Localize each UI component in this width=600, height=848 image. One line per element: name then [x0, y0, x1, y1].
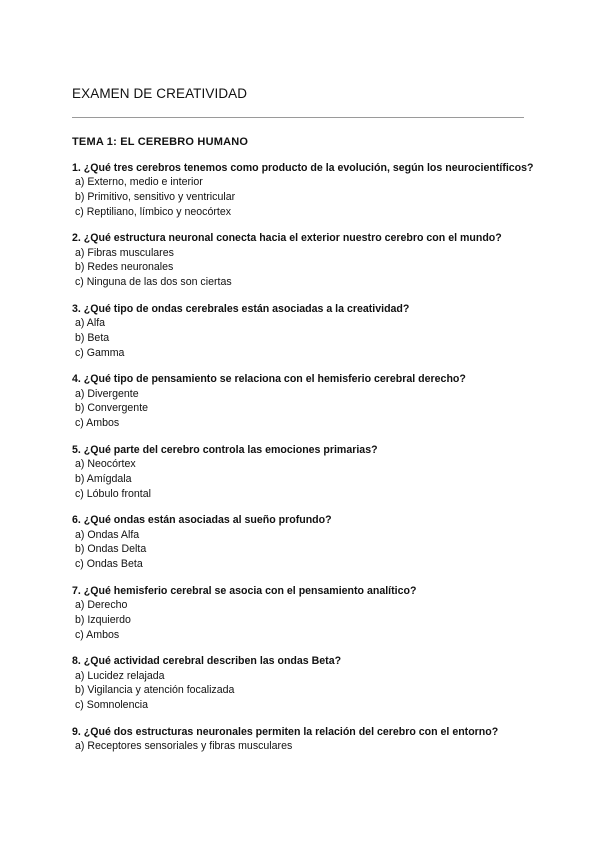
option-a: a) Externo, medio e interior	[75, 176, 203, 189]
question-4	[72, 372, 537, 430]
option-b: b) Redes neuronales	[75, 261, 174, 274]
option-list	[72, 387, 537, 431]
option-c: c) Somnolencia	[75, 698, 149, 711]
option-list	[72, 246, 537, 290]
option-list	[72, 598, 537, 642]
question-7	[72, 584, 537, 642]
option-a: a) Alfa	[75, 317, 106, 330]
option-list	[72, 739, 537, 754]
question-5	[72, 443, 537, 501]
option-b: b) Ondas Delta	[75, 543, 147, 556]
option-a: a) Derecho	[75, 599, 128, 612]
question-text: 7. ¿Qué hemisferio cerebral se asocia con el pensamiento analítico?	[72, 584, 417, 597]
option-list	[72, 316, 537, 360]
title-divider	[72, 117, 524, 118]
option-c: c) Ondas Beta	[75, 558, 143, 571]
option-b: b) Vigilancia y atención focalizada	[75, 684, 235, 697]
document-title: EXAMEN DE CREATIVIDAD	[72, 86, 248, 101]
question-3	[72, 302, 537, 360]
option-c: c) Ambos	[75, 628, 120, 641]
question-9	[72, 725, 537, 754]
question-list	[72, 161, 537, 766]
option-c: c) Ninguna de las dos son ciertas	[75, 276, 232, 289]
question-1	[72, 161, 537, 219]
option-list	[72, 669, 537, 713]
question-text: 5. ¿Qué parte del cerebro controla las emociones primarias?	[72, 443, 378, 456]
option-a: a) Receptores sensoriales y fibras musculares	[75, 740, 293, 753]
option-b: b) Convergente	[75, 402, 149, 415]
question-text: 1. ¿Qué tres cerebros tenemos como producto de la evolución, según los neurocientíficos?	[72, 162, 534, 174]
option-b: b) Amígdala	[75, 472, 132, 485]
option-b: b) Izquierdo	[75, 613, 131, 626]
question-6	[72, 513, 537, 571]
option-b: b) Primitivo, sensitivo y ventricular	[75, 191, 236, 203]
option-b: b) Beta	[75, 331, 110, 344]
question-text: 3. ¿Qué tipo de ondas cerebrales están asociadas a la creatividad?	[72, 302, 410, 315]
option-list	[72, 457, 537, 501]
option-a: a) Ondas Alfa	[75, 528, 140, 541]
option-c: c) Reptiliano, límbico y neocórtex	[75, 205, 232, 218]
option-c: c) Ambos	[75, 417, 120, 430]
option-list	[72, 175, 537, 219]
option-list	[72, 528, 537, 572]
option-a: a) Fibras musculares	[75, 246, 174, 259]
question-text: 2. ¿Qué estructura neuronal conecta hacia el exterior nuestro cerebro con el mundo?	[72, 232, 502, 245]
question-text: 4. ¿Qué tipo de pensamiento se relaciona con el hemisferio cerebral derecho?	[72, 373, 466, 386]
option-a: a) Lucidez relajada	[75, 669, 165, 682]
option-c: c) Lóbulo frontal	[75, 487, 151, 500]
option-a: a) Divergente	[75, 387, 139, 400]
question-text: 9. ¿Qué dos estructuras neuronales permiten la relación del cerebro con el entorno?	[72, 725, 499, 738]
question-text: 8. ¿Qué actividad cerebral describen las ondas Beta?	[72, 655, 342, 668]
question-text: 6. ¿Qué ondas están asociadas al sueño profundo?	[72, 514, 332, 527]
option-a: a) Neocórtex	[75, 458, 136, 471]
question-8	[72, 654, 537, 712]
question-2	[72, 231, 537, 289]
option-c: c) Gamma	[75, 346, 125, 359]
section-title: TEMA 1: EL CEREBRO HUMANO	[72, 136, 249, 148]
